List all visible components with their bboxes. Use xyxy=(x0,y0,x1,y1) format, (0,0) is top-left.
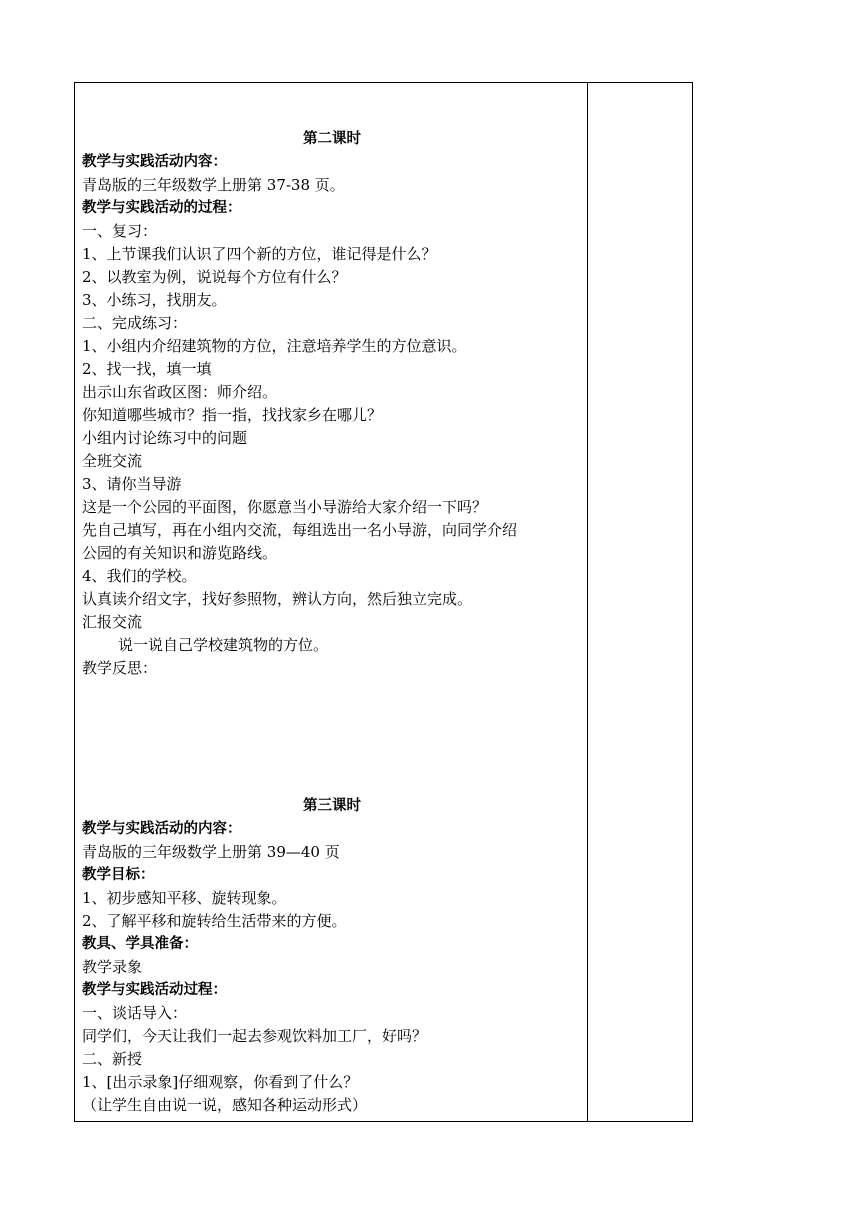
lesson3-process-heading: 教学与实践活动过程： xyxy=(82,982,227,998)
lesson3-title: 第三课时 xyxy=(303,798,361,814)
process-line: 1、小组内介绍建筑物的方位，注意培养学生的方位意识。 xyxy=(82,337,467,355)
process-line: （让学生自由说一说，感知各种运动形式） xyxy=(82,1096,368,1114)
process-line: 先自己填写，再在小组内交流，每组选出一名小导游，向同学介绍 xyxy=(82,521,518,539)
process-line: 一、复习： xyxy=(82,222,158,240)
process-line: 出示山东省政区图：师介绍。 xyxy=(82,383,278,401)
process-line: 二、完成练习： xyxy=(82,314,188,332)
lesson3-tools-heading: 教具、学具准备： xyxy=(82,936,198,952)
process-line: 你知道哪些城市？指一指，找找家乡在哪儿？ xyxy=(82,406,383,424)
lesson-content xyxy=(82,128,582,1117)
lesson3-tools-text: 教学录象 xyxy=(82,958,143,976)
lesson3-content-text: 青岛版的三年级数学上册第 39—40 页 xyxy=(82,843,340,861)
goal-item: 1、初步感知平移、旋转现象。 xyxy=(82,889,287,907)
process-line: 4、我们的学校。 xyxy=(82,567,197,585)
process-line: 汇报交流 xyxy=(82,613,143,631)
lesson2-process-heading: 教学与实践活动的过程： xyxy=(82,200,242,216)
process-line: 认真读介绍文字，找好参照物，辨认方向，然后独立完成。 xyxy=(82,590,473,608)
process-line: 二、新授 xyxy=(82,1050,143,1068)
process-line: 1、[出示录象]仔细观察，你看到了什么？ xyxy=(82,1073,359,1091)
lesson2-content-heading: 教学与实践活动内容： xyxy=(82,154,227,170)
process-line: 3、请你当导游 xyxy=(82,475,182,493)
process-line: 1、上节课我们认识了四个新的方位，谁记得是什么？ xyxy=(82,245,437,263)
lesson2-content-text: 青岛版的三年级数学上册第 37-38 页。 xyxy=(82,176,345,194)
lesson2-reflection: 教学反思： xyxy=(82,659,158,677)
process-line: 3、小练习，找朋友。 xyxy=(82,291,227,309)
table-column-divider xyxy=(587,82,588,1122)
reflection-space xyxy=(82,680,582,795)
lesson2-process-list xyxy=(82,220,582,634)
process-line: 公园的有关知识和游览路线。 xyxy=(82,544,278,562)
process-line: 这是一个公园的平面图，你愿意当小导游给大家介绍一下吗？ xyxy=(82,498,488,516)
process-line: 同学们，今天让我们一起去参观饮料加工厂，好吗？ xyxy=(82,1027,428,1045)
lesson2-title: 第二课时 xyxy=(303,131,361,147)
process-line: 2、以教室为例，说说每个方位有什么？ xyxy=(82,268,347,286)
lesson3-goal-heading: 教学目标： xyxy=(82,867,155,883)
process-line: 小组内讨论练习中的问题 xyxy=(82,429,248,447)
lesson2-indented-line: 说一说自己学校建筑物的方位。 xyxy=(118,636,329,654)
goal-item: 2、了解平移和旋转给生活带来的方便。 xyxy=(82,912,347,930)
lesson3-content-heading: 教学与实践活动的内容： xyxy=(82,821,242,837)
process-line: 一、谈话导入： xyxy=(82,1004,188,1022)
process-line: 全班交流 xyxy=(82,452,143,470)
process-line: 2、找一找，填一填 xyxy=(82,360,212,378)
